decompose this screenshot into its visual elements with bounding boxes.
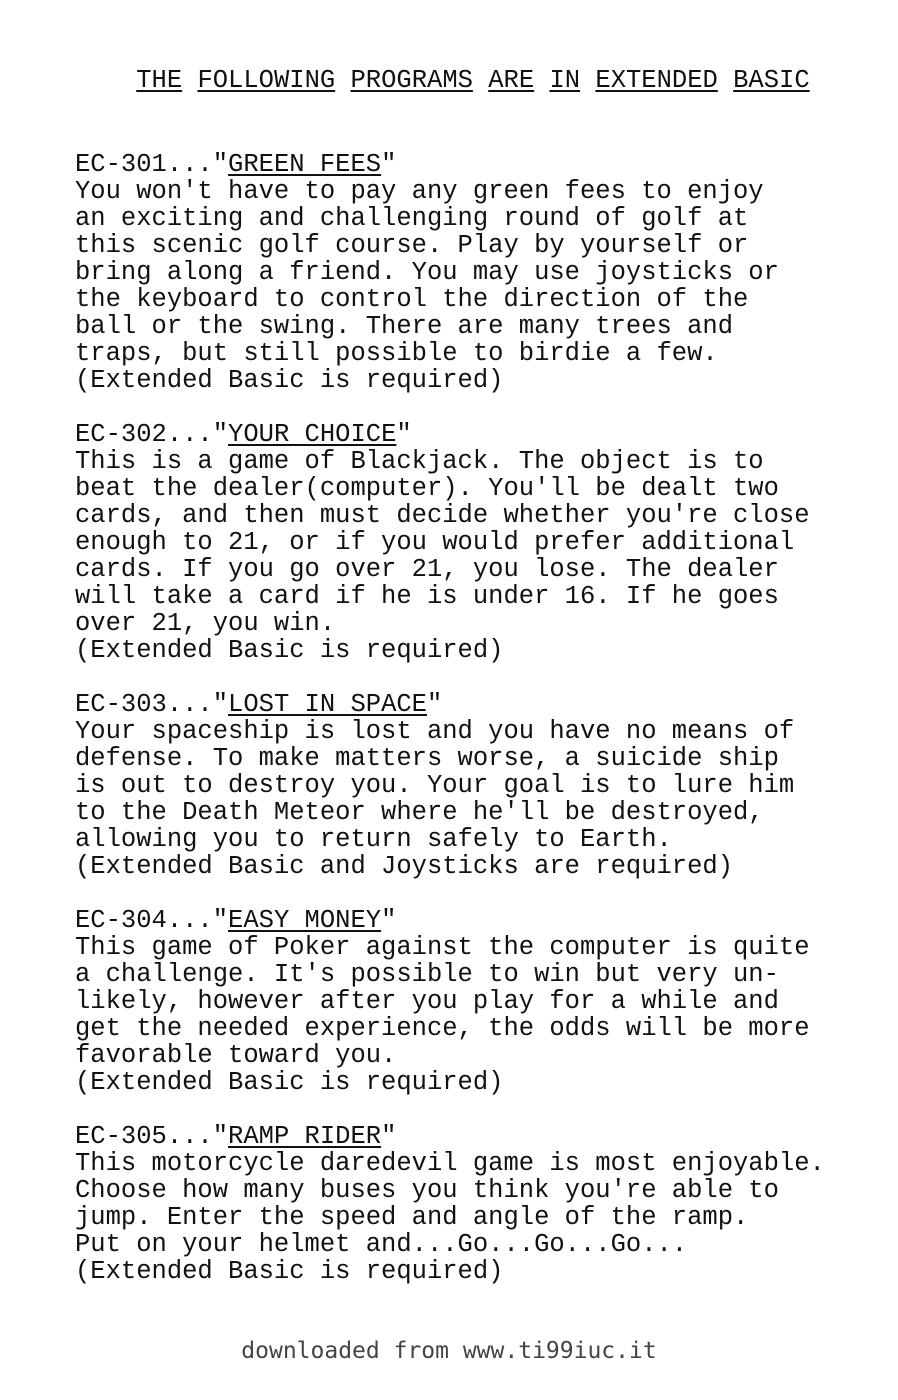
description-line: Choose how many buses you think you're able to bbox=[75, 1176, 779, 1205]
program-name: YOUR CHOICE bbox=[228, 420, 397, 449]
description-line: to the Death Meteor where he'll be destroyed, bbox=[75, 798, 764, 827]
description-line: defense. To make matters worse, a suicide ship bbox=[75, 744, 779, 773]
description-line: allowing you to return safely to Earth. bbox=[75, 825, 672, 854]
quote-mark: " bbox=[212, 420, 229, 449]
description-line: ball or the swing. There are many trees and bbox=[75, 312, 734, 341]
program-code: EC-304... bbox=[75, 906, 213, 935]
program-title bbox=[75, 691, 875, 718]
program-code: EC-303... bbox=[75, 690, 213, 719]
program-entry bbox=[75, 151, 875, 394]
quote-mark: " bbox=[212, 906, 229, 935]
description-line: the keyboard to control the direction of the bbox=[75, 285, 749, 314]
quote-mark: " bbox=[212, 150, 229, 179]
program-title bbox=[75, 421, 875, 448]
description-line: jump. Enter the speed and angle of the ramp. bbox=[75, 1203, 749, 1232]
heading-word: PROGRAMS bbox=[350, 66, 473, 95]
heading-word: BASIC bbox=[733, 66, 810, 95]
description-line: (Extended Basic is required) bbox=[75, 1257, 504, 1286]
description-line: beat the dealer(computer). You'll be dealt two bbox=[75, 474, 779, 503]
description-line: this scenic golf course. Play by yourself or bbox=[75, 231, 749, 260]
description-line: likely, however after you play for a while and bbox=[75, 987, 779, 1016]
description-line: an exciting and challenging round of golf at bbox=[75, 204, 749, 233]
description-line: over 21, you win. bbox=[75, 609, 336, 638]
program-list bbox=[75, 151, 875, 1285]
description-line: cards. If you go over 21, you lose. The dealer bbox=[75, 555, 779, 584]
program-name: GREEN FEES bbox=[228, 150, 382, 179]
heading-word: IN bbox=[549, 66, 581, 95]
heading-word: FOLLOWING bbox=[197, 66, 336, 95]
program-entry bbox=[75, 1123, 875, 1285]
heading-word: EXTENDED bbox=[595, 66, 718, 95]
program-title bbox=[75, 151, 875, 178]
description-line: will take a card if he is under 16. If he goes bbox=[75, 582, 779, 611]
heading-word: ARE bbox=[488, 66, 535, 95]
quote-mark: " bbox=[426, 690, 443, 719]
program-name: RAMP RIDER bbox=[228, 1122, 382, 1151]
program-entry bbox=[75, 907, 875, 1096]
program-name: LOST IN SPACE bbox=[228, 690, 427, 719]
download-footer: downloaded from www.ti99iuc.it bbox=[241, 1338, 657, 1364]
quote-mark: " bbox=[381, 150, 397, 179]
description-line: (Extended Basic is required) bbox=[75, 1068, 504, 1097]
description-line: traps, but still possible to birdie a few. bbox=[75, 339, 718, 368]
description-line: This is a game of Blackjack. The object is to bbox=[75, 447, 764, 476]
quote-mark: " bbox=[212, 690, 229, 719]
quote-mark: " bbox=[396, 420, 412, 449]
description-line: You won't have to pay any green fees to enjoy bbox=[75, 177, 764, 206]
description-line: cards, and then must decide whether you're close bbox=[75, 501, 810, 530]
description-line: (Extended Basic is required) bbox=[75, 366, 504, 395]
description-line: favorable toward you. bbox=[75, 1041, 397, 1070]
description-line: get the needed experience, the odds will be more bbox=[75, 1014, 810, 1043]
program-entry bbox=[75, 421, 875, 664]
description-line: enough to 21, or if you would prefer additional bbox=[75, 528, 795, 557]
page-heading bbox=[75, 40, 875, 121]
program-title bbox=[75, 907, 875, 934]
description-line: bring along a friend. You may use joysticks or bbox=[75, 258, 779, 287]
description-line: This game of Poker against the computer is quite bbox=[75, 933, 810, 962]
description-line: This motorcycle daredevil game is most enjoyable. bbox=[75, 1149, 825, 1178]
description-line: is out to destroy you. Your goal is to lure him bbox=[75, 771, 795, 800]
quote-mark: " bbox=[212, 1122, 229, 1151]
description-line: (Extended Basic and Joysticks are required) bbox=[75, 852, 734, 881]
program-title bbox=[75, 1123, 875, 1150]
description-line: (Extended Basic is required) bbox=[75, 636, 504, 665]
program-code: EC-301... bbox=[75, 150, 213, 179]
description-line: Your spaceship is lost and you have no means of bbox=[75, 717, 795, 746]
quote-mark: " bbox=[381, 1122, 397, 1151]
program-code: EC-305... bbox=[75, 1122, 213, 1151]
program-entry bbox=[75, 691, 875, 880]
program-code: EC-302... bbox=[75, 420, 213, 449]
description-line: a challenge. It's possible to win but very un- bbox=[75, 960, 779, 989]
document-page bbox=[75, 40, 875, 1312]
program-name: EASY MONEY bbox=[228, 906, 382, 935]
quote-mark: " bbox=[381, 906, 397, 935]
description-line: Put on your helmet and...Go...Go...Go... bbox=[75, 1230, 688, 1259]
heading-word: THE bbox=[136, 66, 183, 95]
